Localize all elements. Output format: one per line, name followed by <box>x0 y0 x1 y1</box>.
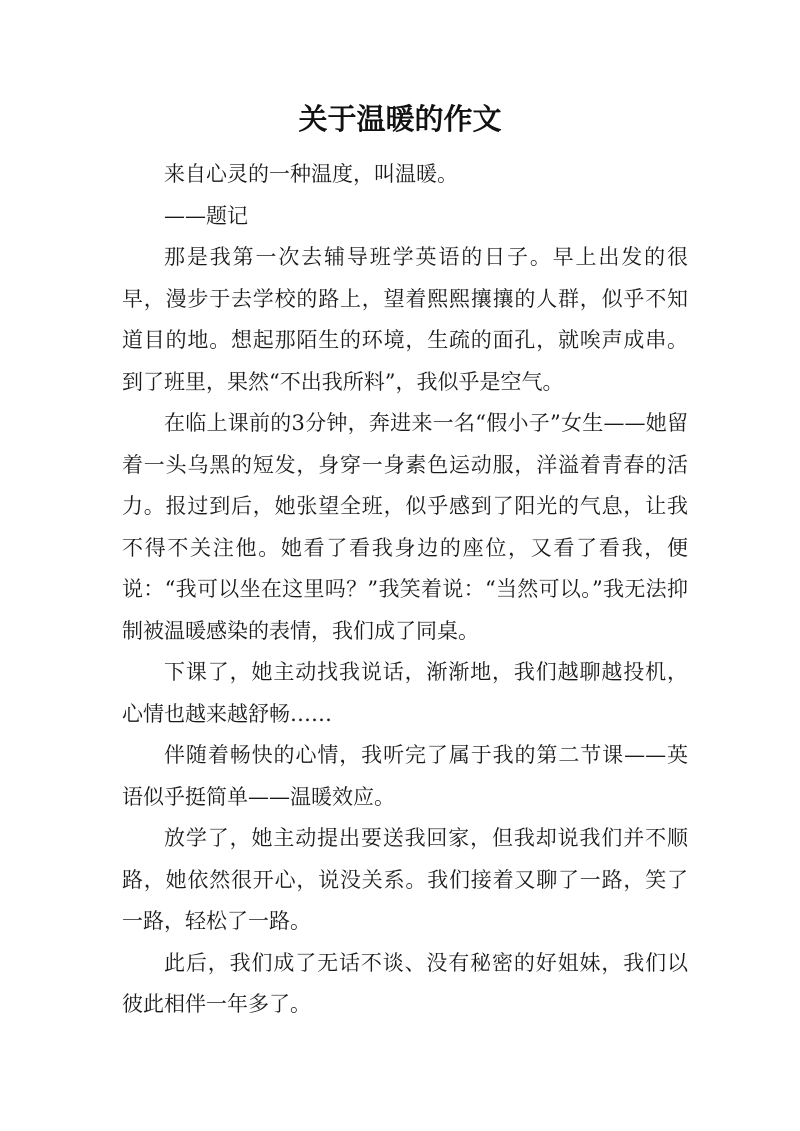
paragraph: 在临上课前的3分钟，奔进来一名“假小子”女生——她留着一头乌黑的短发，身穿一身素色运动服，洋溢着青春的活力。报过到后，她张望全班，似乎感到了阳光的气息，让我不得不关注他。她看了看我身边的座位，又看了看我，便说：“我可以坐在这里吗？”我笑着说：“当然可以。”我无法抑制被温暖感染的表情，我们成了同桌。 <box>122 411 688 643</box>
epigraph-line: 来自心灵的一种温度，叫温暖。 <box>164 162 458 186</box>
paragraph: 下课了，她主动找我说话，渐渐地，我们越聊越投机，心情也越来越舒畅…… <box>122 660 688 726</box>
paragraph: 放学了，她主动提出要送我回家，但我却说我们并不顺路，她依然很开心，说没关系。我们接着又聊了一路，笑了一路，轻松了一路。 <box>122 826 688 933</box>
epigraph-attribution: ——题记 <box>164 203 248 228</box>
paragraph: 此后，我们成了无话不谈、没有秘密的好姐妹，我们以彼此相伴一年多了。 <box>122 950 688 1016</box>
paragraph: 那是我第一次去辅导班学英语的日子。早上出发的很早，漫步于去学校的路上，望着熙熙攘攘的人群，似乎不知道目的地。想起那陌生的环境，生疏的面孔，就唉声成串。到了班里，果然“不出我所料”，我似乎是空气。 <box>122 245 688 394</box>
paragraph: 伴随着畅快的心情，我听完了属于我的第二节课——英语似乎挺简单——温暖效应。 <box>122 743 688 809</box>
document-body <box>122 154 688 1026</box>
document-title: 关于温暖的作文 <box>298 102 502 136</box>
